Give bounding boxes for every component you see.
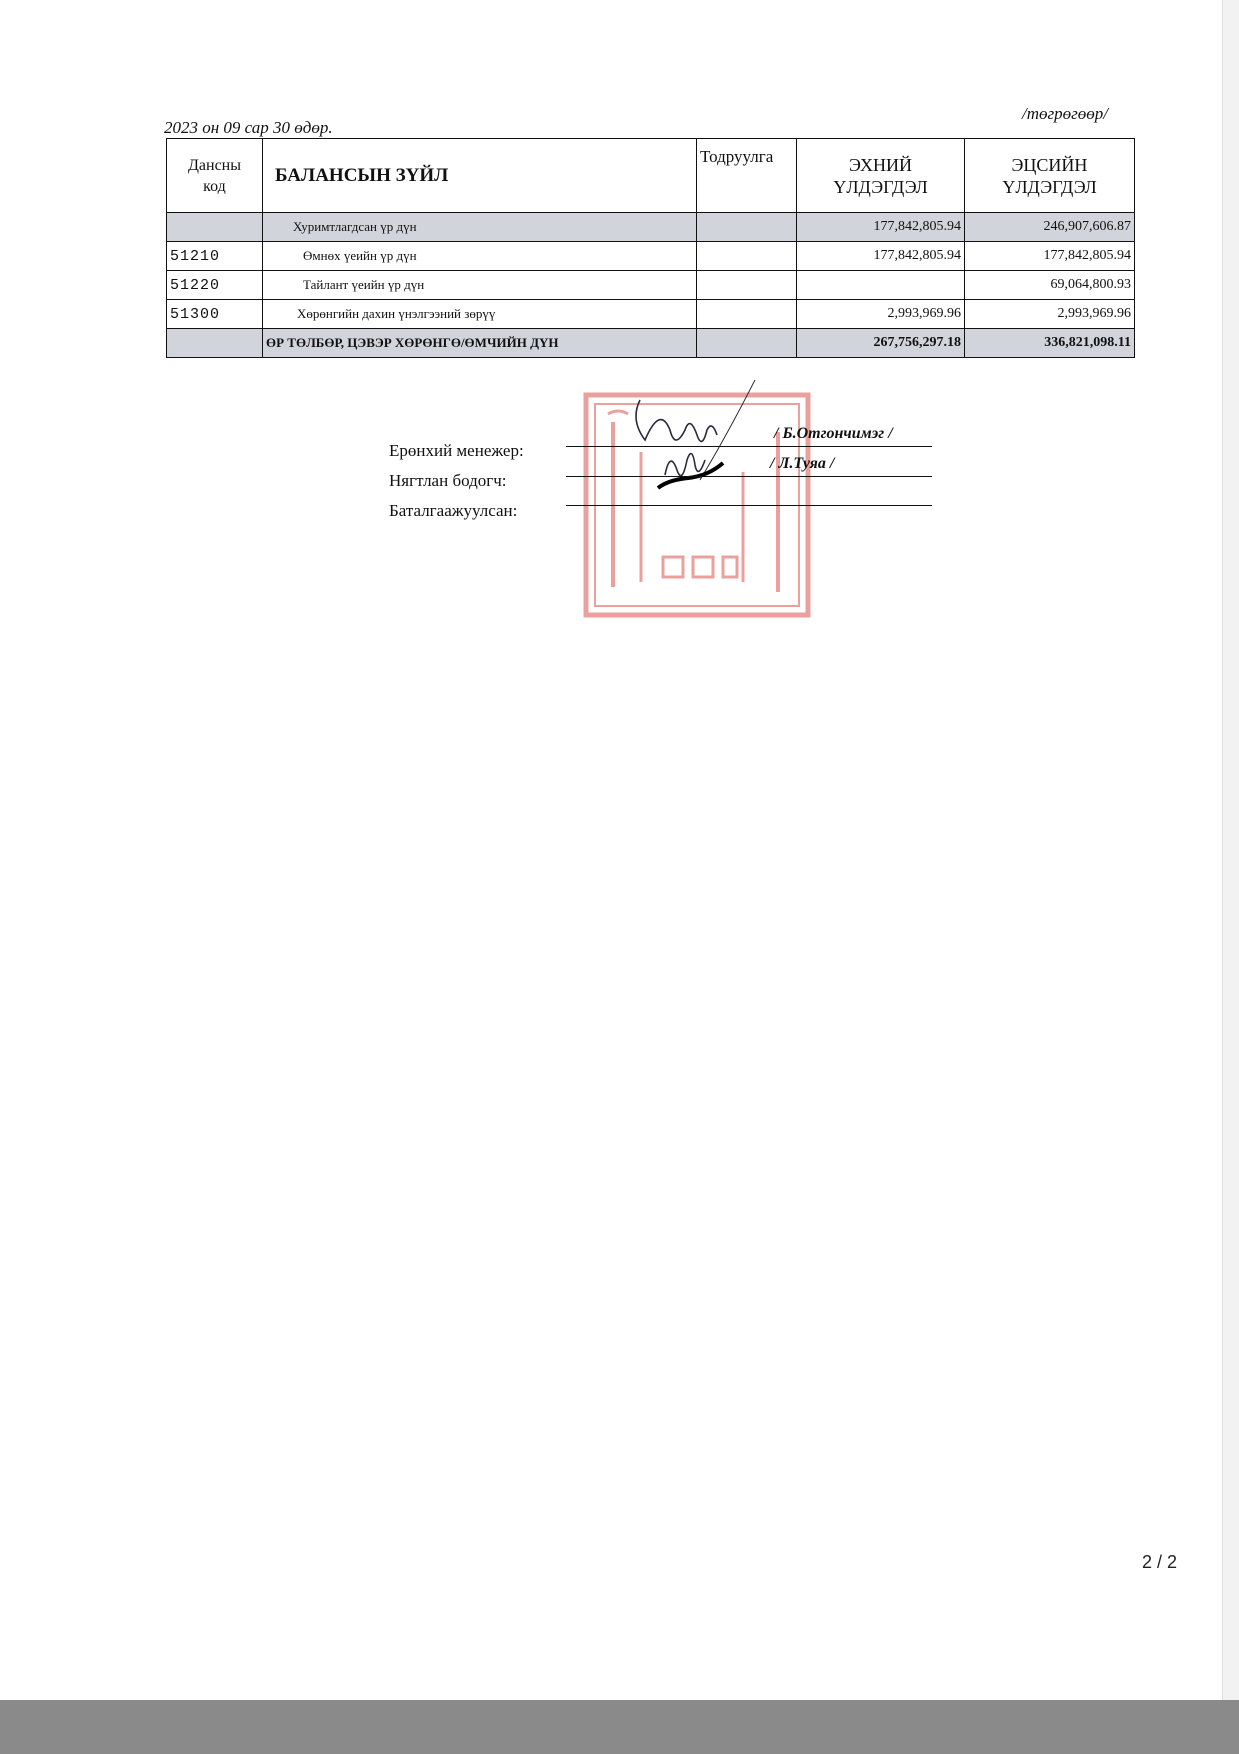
- signature-labels: [389, 436, 524, 526]
- header-opening-line1: ЭХНИЙ: [849, 154, 912, 175]
- opening-balance: [797, 271, 965, 300]
- report-date: 2023 он 09 сар 30 өдөр.: [164, 118, 333, 137]
- balance-item: Хөрөнгийн дахин үнэлгээний зөрүү: [263, 300, 697, 329]
- opening-balance: 2,993,969.96: [797, 300, 965, 329]
- table-header-row: [167, 139, 1135, 213]
- header-code-line2: код: [203, 177, 226, 195]
- opening-balance: 177,842,805.94: [797, 213, 965, 242]
- note-cell: [697, 213, 797, 242]
- handwritten-signatures: [620, 380, 800, 500]
- page-number: 2 / 2: [1142, 1552, 1178, 1572]
- note-cell: [697, 242, 797, 271]
- accountant-name: / Л.Туяа /: [770, 455, 835, 472]
- account-code: 51210: [167, 242, 263, 271]
- header-closing-line2: ҮЛДЭГДЭЛ: [1002, 176, 1097, 197]
- signature-line-verified: [566, 505, 932, 506]
- balance-item: Өмнөх үеийн үр дүн: [263, 242, 697, 271]
- table-row: [167, 271, 1135, 300]
- header-closing-balance: [965, 139, 1135, 213]
- closing-balance: 177,842,805.94: [965, 242, 1135, 271]
- account-code: 51220: [167, 271, 263, 300]
- account-code: [167, 213, 263, 242]
- header-balance-item: БАЛАНСЫН ЗҮЙЛ: [263, 139, 697, 213]
- opening-balance-total: 267,756,297.18: [797, 329, 965, 358]
- label-verified: Баталгаажуулсан:: [389, 501, 518, 520]
- manager-name: / Б.Отгончимэг /: [774, 425, 893, 442]
- account-code: 51300: [167, 300, 263, 329]
- closing-balance: 2,993,969.96: [965, 300, 1135, 329]
- note-cell: [697, 271, 797, 300]
- signature-line-accountant: [566, 476, 932, 477]
- closing-balance: 69,064,800.93: [965, 271, 1135, 300]
- currency-unit: /төгрөгөөр/: [1022, 104, 1108, 123]
- scan-bottom-bar: [0, 1700, 1239, 1754]
- header-closing-line1: ЭЦСИЙН: [1011, 154, 1088, 175]
- header-code-line1: Дансны: [188, 156, 241, 174]
- header-opening-balance: [797, 139, 965, 213]
- table-row: [167, 213, 1135, 242]
- balance-item: Тайлант үеийн үр дүн: [263, 271, 697, 300]
- account-code: [167, 329, 263, 358]
- label-accountant: Нягтлан бодогч:: [389, 471, 507, 490]
- opening-balance: 177,842,805.94: [797, 242, 965, 271]
- signature-line-manager: [566, 446, 932, 447]
- table-row: [167, 242, 1135, 271]
- header-note: Тодруулга: [697, 139, 797, 213]
- table-row: [167, 300, 1135, 329]
- balance-item-total: ӨР ТӨЛБӨР, ЦЭВЭР ХӨРӨНГӨ/ӨМЧИЙН ДҮН: [263, 329, 697, 358]
- table-total-row: [167, 329, 1135, 358]
- header-opening-line2: ҮЛДЭГДЭЛ: [833, 176, 928, 197]
- note-cell: [697, 300, 797, 329]
- label-general-manager: Ерөнхий менежер:: [389, 441, 524, 460]
- closing-balance: 246,907,606.87: [965, 213, 1135, 242]
- header-account-code: [167, 139, 263, 213]
- balance-table: [166, 138, 1135, 358]
- closing-balance-total: 336,821,098.11: [965, 329, 1135, 358]
- balance-item: Хуримтлагдсан үр дүн: [263, 213, 697, 242]
- scan-edge: [1222, 0, 1239, 1700]
- note-cell: [697, 329, 797, 358]
